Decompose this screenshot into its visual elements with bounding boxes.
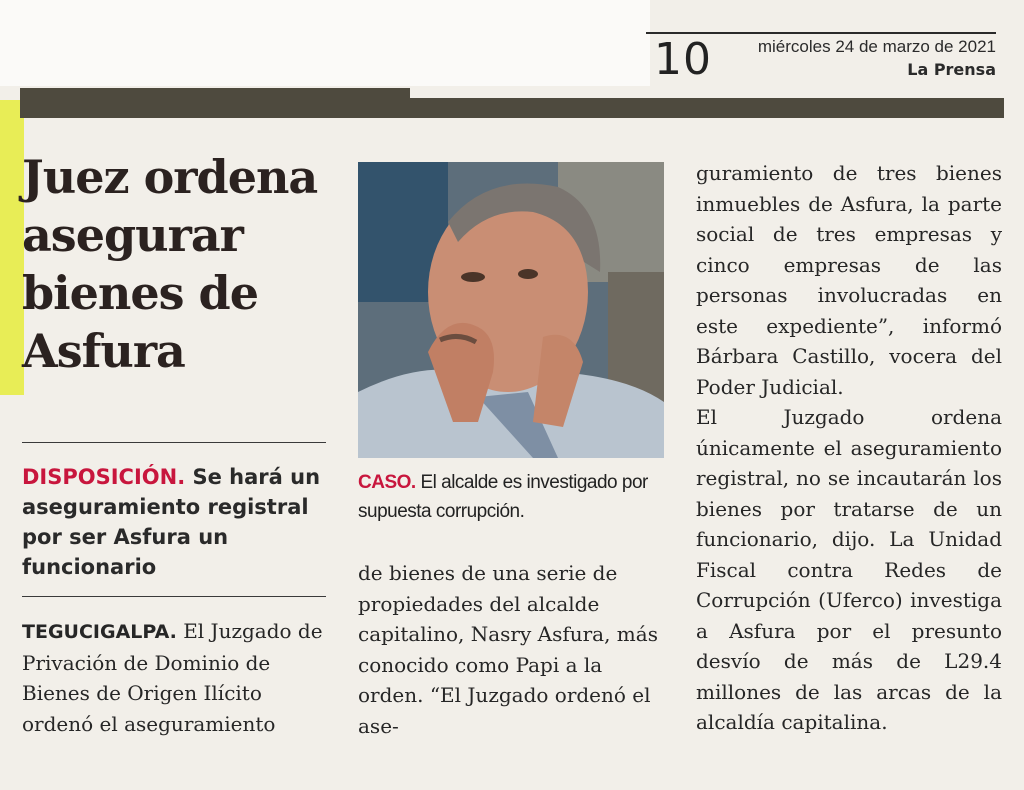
dateline: TEGUCIGALPA. (22, 621, 177, 643)
page-folio (646, 32, 996, 84)
kicker-bottom-rule (22, 596, 326, 597)
column-1-text: El Juzgado de Privación de Dominio de Bienes de Origen Ilícito ordenó el aseguramiento (22, 619, 323, 736)
newspaper-name: La Prensa (907, 60, 996, 79)
column-3-paragraph-1: guramiento de tres bienes inmuebles de Asfura, la parte social de tres empresas y cinco empresas de las personas involucradas en este expediente”, informó Bárbara Castillo, vocera del Poder Judicial. (696, 161, 1002, 399)
column-3-paragraph-2: El Juzgado ordena únicamente el aseguramiento registral, no se incautarán los bienes por tratarse de un funcionario, dijo. La Unidad Fiscal contra Redes de Corrupción (Uferco) investiga a Asfura por el presunto desvío de más de L29.4 millones de las arcas de la alcaldía capitalina. (696, 405, 1002, 734)
kicker (22, 462, 332, 582)
page-number: 10 (654, 34, 712, 85)
caption-tag: CASO. (358, 472, 416, 493)
portrait-illustration (358, 162, 664, 458)
photo-caption (358, 468, 664, 526)
yellow-highlight-strip (0, 100, 24, 395)
article-column-1 (22, 616, 332, 739)
page-top-margin (0, 0, 650, 86)
section-header-bar (20, 88, 1004, 118)
kicker-tag: DISPOSICIÓN. (22, 465, 186, 489)
article-column-3 (696, 158, 1002, 738)
article-column-2 (358, 558, 664, 741)
column-2-text: de bienes de una serie de propiedades del alcalde capitalino, Nasry Asfura, más conocido como Papi a la orden. “El Juzgado ordenó el ase- (358, 561, 658, 738)
caption-text: El alcalde es investigado por supuesta corrupción. (358, 472, 648, 522)
kicker-text: Se hará un aseguramiento registral por ser Asfura un funcionario (22, 465, 321, 579)
issue-date: miércoles 24 de marzo de 2021 (757, 37, 996, 56)
photo-nasry-asfura (358, 162, 664, 458)
headline: Juez ordena asegurar bienes de Asfura (22, 150, 318, 378)
kicker-top-rule (22, 442, 326, 443)
